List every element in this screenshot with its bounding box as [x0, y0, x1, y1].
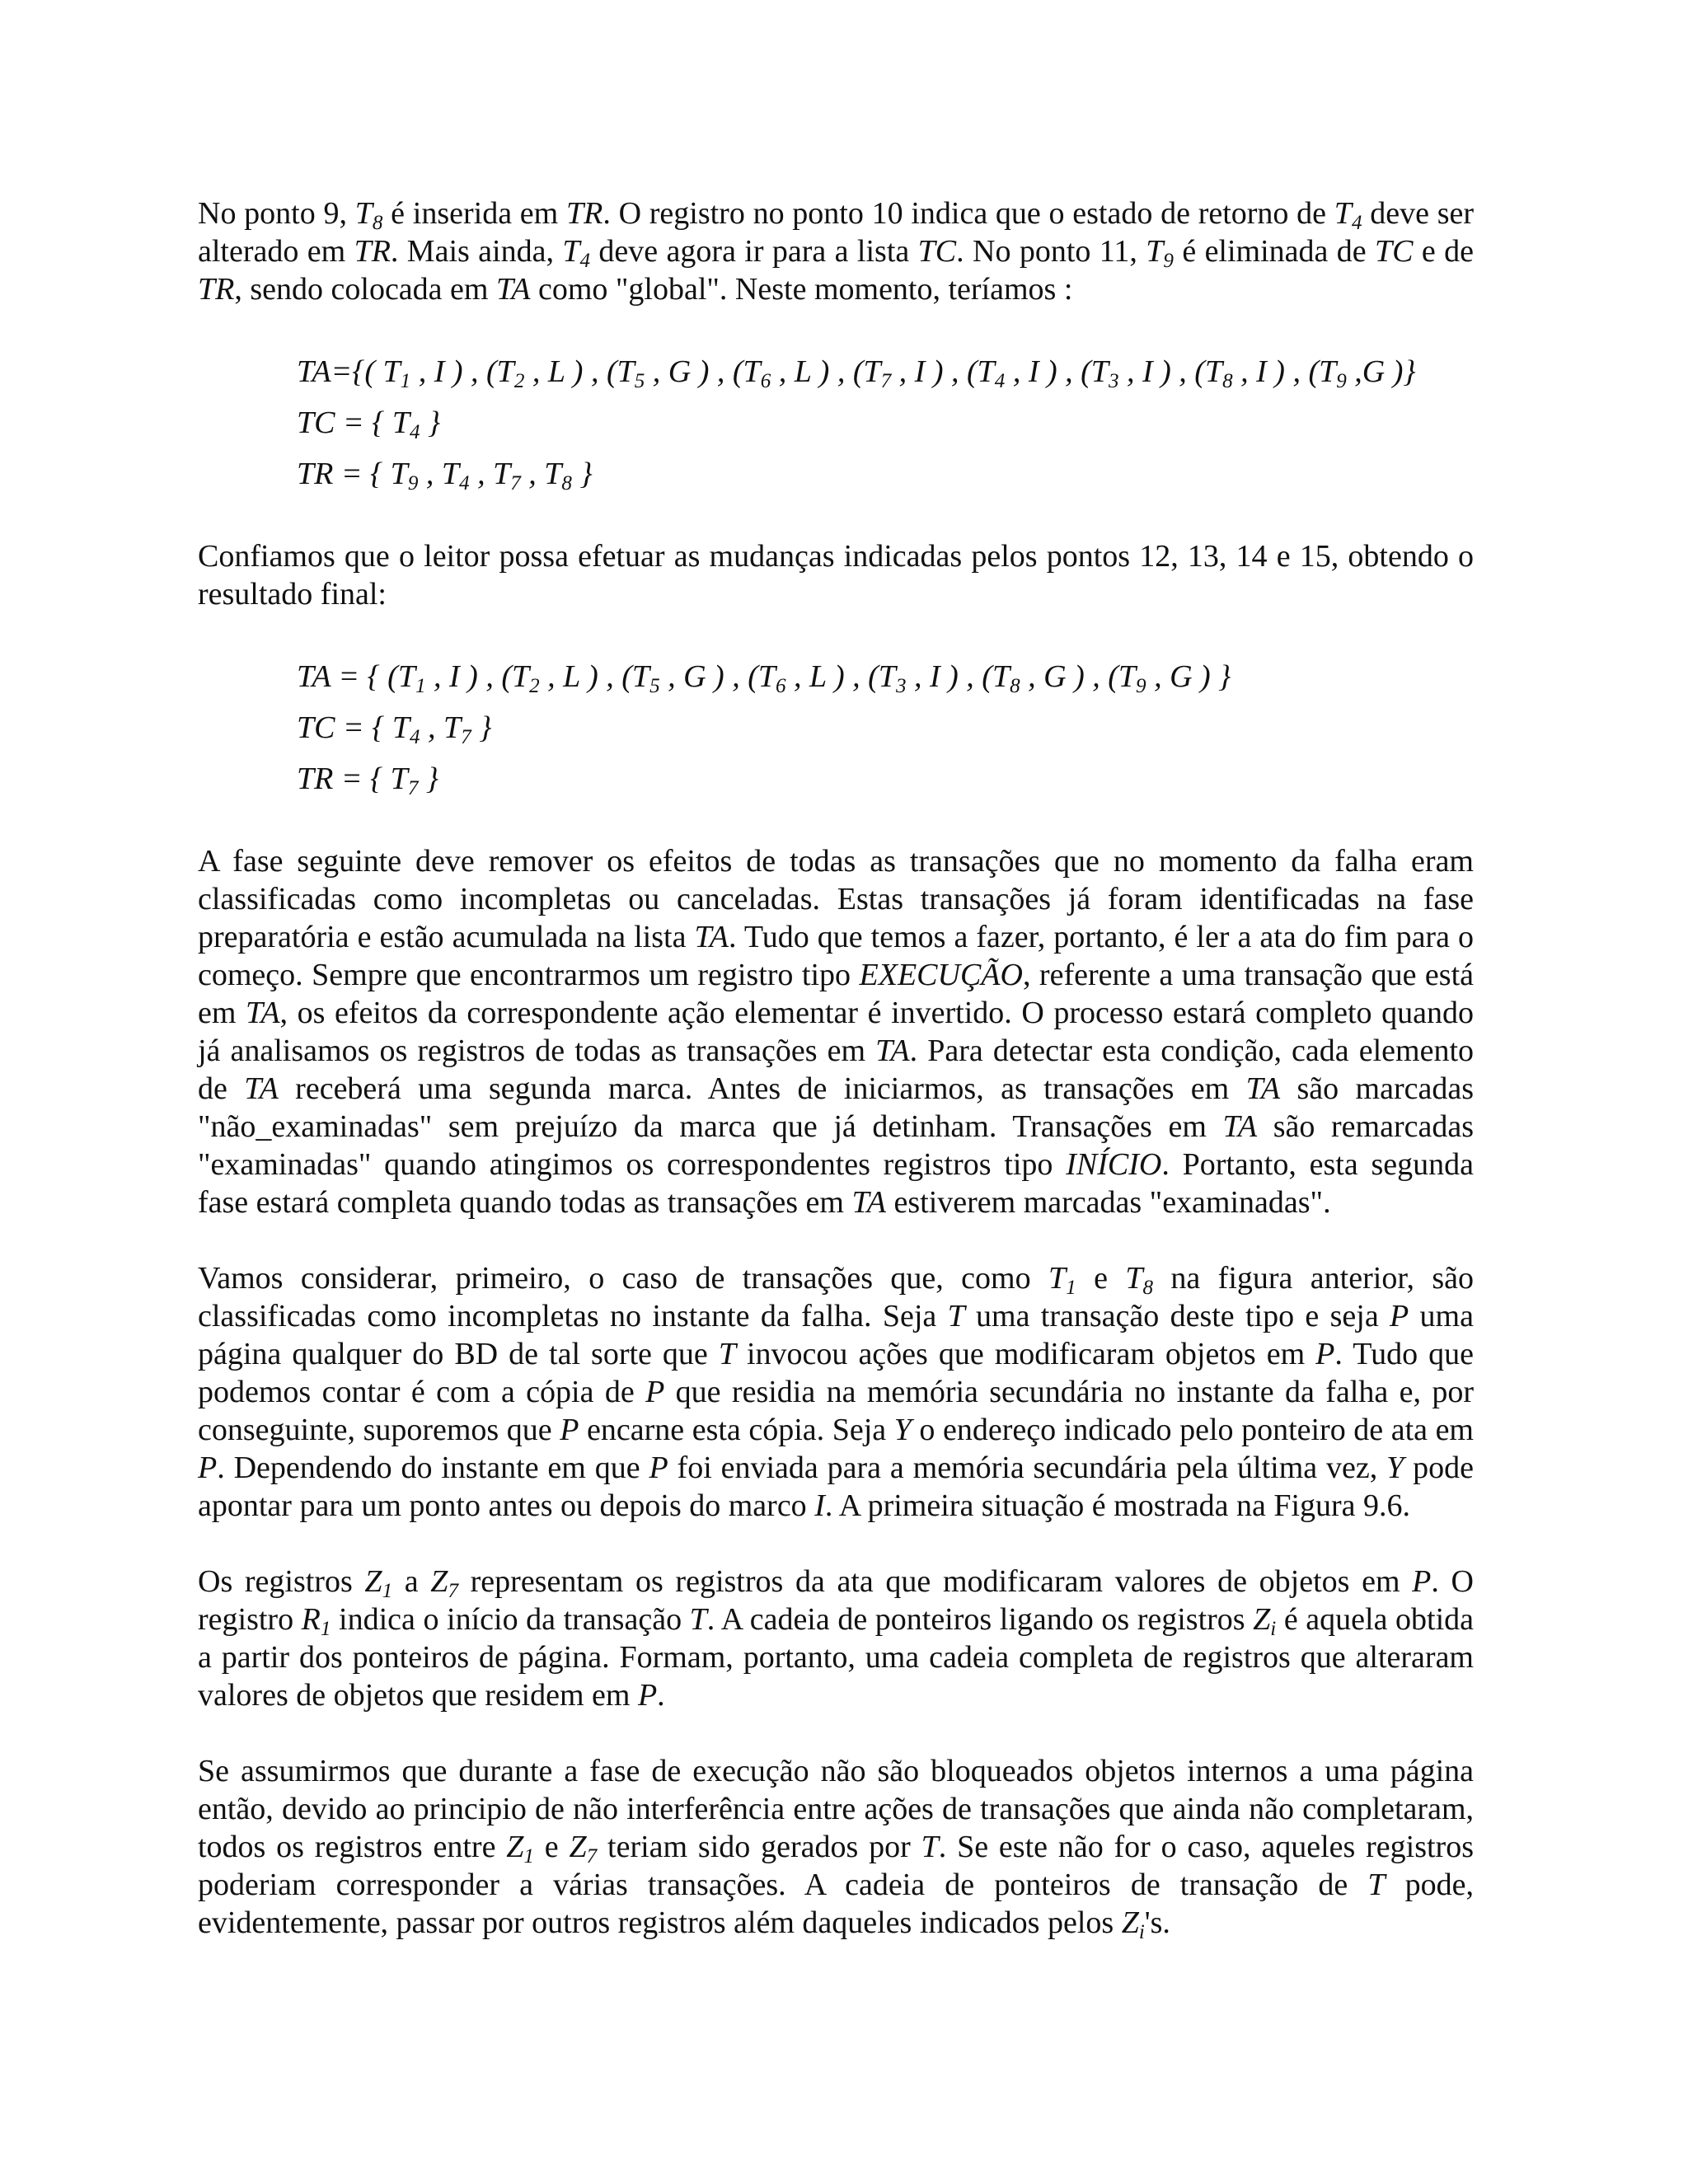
paragraph-4: Vamos considerar, primeiro, o caso de transações que, como $T_1$ e $T_8$ na figura anterior, são classificadas como incompletas no instante da falha. Seja T uma transação deste tipo e seja P uma página qualquer do BD de tal sorte que T invocou ações que modificaram objetos em P. Tudo que podemos contar é com a cópia de P que residia na memória secundária no instante da falha e, por conseguinte, suporemos que P encarne esta cópia. Seja Y o endereço indicado pelo ponteiro de ata em P. Dependendo do instante em que P foi enviada para a memória secundária pela última vez, Y pode apontar para um ponto antes ou depois do marco I. A primeira situação é mostrada na Figura 9.6. [198, 1261, 1474, 1523]
paragraph-3: A fase seguinte deve remover os efeitos de todas as transações que no momento da falha eram classificadas como incompletas ou canceladas. Estas transações já foram identificadas na fase preparatória e estão acumulada na lista TA. Tudo que temos a fazer, portanto, é ler a ata do fim para o começo. Sempre que encontrarmos um registro tipo EXECUÇÃO, referente a uma transação que está em TA, os efeitos da correspondente ação elementar é invertido. O processo estará completo quando já analisamos os registros de todas as transações em TA. Para detectar esta condição, cada elemento de TA receberá uma segunda marca. Antes de iniciarmos, as transações em TA são marcadas "não_examinadas" sem prejuízo da marca que já detinham. Transações em TA são remarcadas "examinadas" quando atingimos os correspondentes registros tipo INÍCIO. Portanto, esta segunda fase estará completa quando todas as transações em TA estiverem marcadas "examinadas". [198, 844, 1475, 1220]
formula-tr-2: TR = { $T_7$ } [297, 762, 439, 800]
formula-tc-1: TC = { $T_4$ } [297, 405, 441, 444]
formula-tr-1: TR = { $T_9$ , $T_4$ , $T_7$ , $T_8$ } [297, 457, 593, 495]
paragraph-1: No ponto 9, $T_8$ é inserida em TR. O registro no ponto 10 indica que o estado de retorno de $T_4$ deve ser alterado em TR. Mais ainda, $T_4$ deve agora ir para a lista TC. No ponto 11, $T_9$ é eliminada de TC e de TR, sendo colocada em TA como "global". Neste momento, teríamos : [198, 196, 1475, 307]
document-page [198, 194, 1474, 1942]
formula-block-1 [198, 346, 1474, 499]
paragraph-2: Confiamos que o leitor possa efetuar as mudanças indicadas pelos pontos 12, 13, 14 e 15, obtendo o resultado final: [198, 539, 1474, 612]
paragraph-5: Os registros $Z_1$ a $Z_7$ representam os registros da ata que modificaram valores de objetos em P. O registro $R_1$ indica o início da transação T. A cadeia de ponteiros ligando os registros $Z_i$ é aquela obtida a partir dos ponteiros de página. Formam, portanto, uma cadeia completa de registros que alteraram valores de objetos que residem em P. [198, 1564, 1475, 1713]
formula-block-2 [198, 651, 1474, 804]
formula-ta-1: TA={( $T_1$ , I ) , ($T_2$ , L ) , ($T_5$ , G ) , ($T_6$ , L ) , ($T_7$ , I ) , ($T_4$ , I ) , ($T_3$ , I ) , ($T_8$ , I ) , ($T_9$ ,G )} [297, 354, 1416, 393]
formula-ta-2: TA = { ($T_1$ , I ) , ($T_2$ , L ) , ($T_5$ , G ) , ($T_6$ , L ) , ($T_3$ , I ) , ($T_8$ , G ) , ($T_9$ , G ) } [297, 659, 1231, 698]
formula-tc-2: TC = { $T_4$ , $T_7$ } [297, 710, 492, 749]
paragraph-6: Se assumirmos que durante a fase de execução não são bloqueados objetos internos a uma página então, devido ao principio de não interferência entre ações de transações que ainda não completaram, todos os registros entre $Z_1$ e $Z_7$ teriam sido gerados por T. Se este não for o caso, aqueles registros poderiam corresponder a várias transações. A cadeia de ponteiros de transação de T pode, evidentemente, passar por outros registros além daqueles indicados pelos $Z_i's$. [198, 1754, 1474, 1944]
